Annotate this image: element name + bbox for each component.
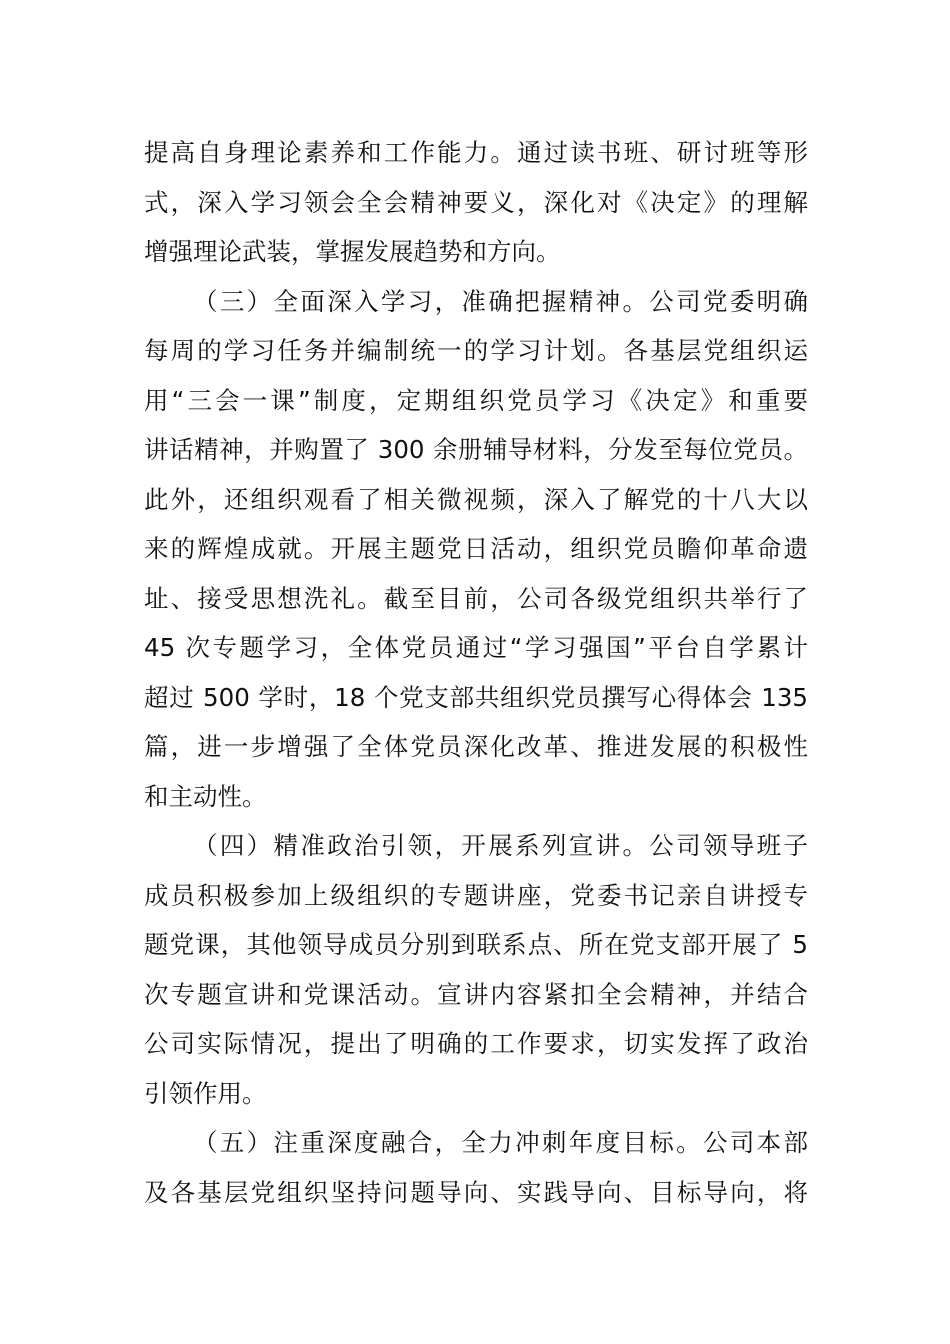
text-line: 次专题宣讲和党课活动。宣讲内容紧扣全会精神，并结合 xyxy=(144,979,808,1009)
text-line: 成员积极参加上级组织的专题讲座，党委书记亲自讲授专 xyxy=(144,880,808,910)
text-line: 及各基层党组织坚持问题导向、实践导向、目标导向，将 xyxy=(144,1177,808,1207)
text-line: 用“三会一课”制度，定期组织党员学习《决定》和重要 xyxy=(144,385,808,415)
text-line: 增强理论武装，掌握发展趋势和方向。 xyxy=(144,237,561,266)
text-line: 篇，进一步增强了全体党员深化改革、推进发展的积极性 xyxy=(144,732,808,761)
text-line: （四）精准政治引领，开展系列宣讲。公司领导班子 xyxy=(193,831,808,860)
text-line: 公司实际情况，提出了明确的工作要求，切实发挥了政治 xyxy=(144,1029,808,1058)
paragraph xyxy=(144,277,808,822)
text-line: 每周的学习任务并编制统一的学习计划。各基层党组织运 xyxy=(144,336,808,365)
text-line: （五）注重深度融合，全力冲刺年度目标。公司本部 xyxy=(193,1128,808,1157)
text-line: 此外，还组织观看了相关微视频，深入了解党的十八大以 xyxy=(144,484,808,514)
text-line: 超过 500 学时，18 个党支部共组织党员撰写心得体会 135 xyxy=(144,682,808,712)
text-line: 址、接受思想洗礼。截至目前，公司各级党组织共举行了 xyxy=(144,583,808,613)
text-line: 提高自身理论素养和工作能力。通过读书班、研讨班等形 xyxy=(144,138,808,167)
paragraph xyxy=(144,1118,808,1217)
text-line: （三）全面深入学习，准确把握精神。公司党委明确 xyxy=(193,286,808,316)
text-line: 式，深入学习领会全会精神要义，深化对《决定》的理解 xyxy=(144,187,808,217)
paragraph xyxy=(144,128,808,277)
text-line: 讲话精神，并购置了 300 余册辅导材料，分发至每位党员。 xyxy=(144,435,808,464)
text-line: 和主动性。 xyxy=(144,781,267,811)
paragraph xyxy=(144,821,808,1118)
text-line: 题党课，其他领导成员分别到联系点、所在党支部开展了 5 xyxy=(144,930,808,959)
text-line: 来的辉煌成就。开展主题党日活动，组织党员瞻仰革命遗 xyxy=(144,534,808,563)
document-body xyxy=(144,128,808,1217)
text-line: 引领作用。 xyxy=(144,1078,267,1108)
text-line: 45 次专题学习，全体党员通过“学习强国”平台自学累计 xyxy=(144,633,808,662)
